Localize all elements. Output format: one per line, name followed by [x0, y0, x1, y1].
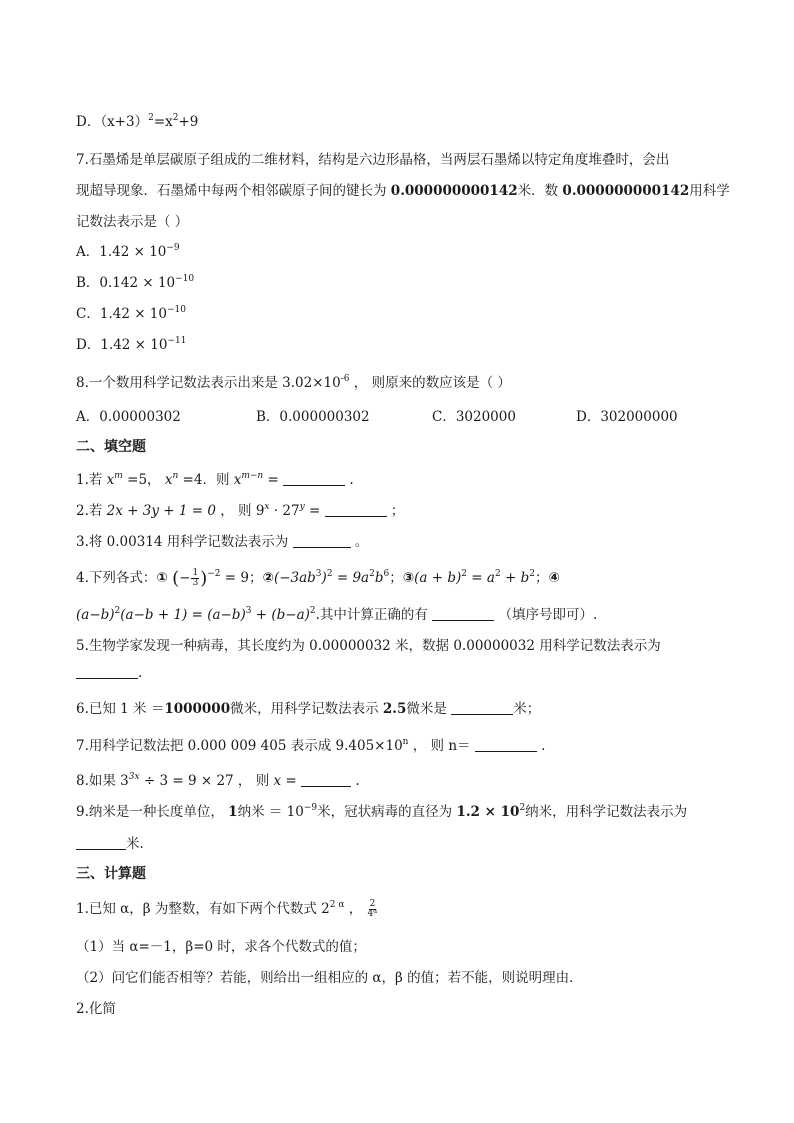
section-title-fill-blank: 二、填空题 [76, 439, 146, 455]
s2-q9-line1: 9.纳米是一种长度单位， 1纳米 ＝ $10^{-9}$米，冠状病毒的直径为 $1.2 \times 10^2$纳米，用科学记数法表示为 [76, 803, 688, 820]
answer-blank[interactable] [301, 786, 351, 787]
answer-blank[interactable] [475, 751, 537, 752]
q8-options [76, 405, 716, 425]
s3-q1-sub1: （1）当 α=－1，β=0 时，求各个代数式的值； [76, 939, 366, 955]
answer-blank[interactable] [325, 516, 387, 517]
q7-option-a[interactable]: A．$1.42 \times 10^{-9}$ [76, 243, 180, 260]
q7-stem-line3: 记数法表示是（ ） [76, 214, 189, 230]
q8-option-d[interactable]: D．302000000 [576, 409, 678, 425]
answer-blank[interactable] [432, 620, 494, 621]
q7-stem-line2: 现超导现象．石墨烯中每两个相邻碳原子间的键长为 0.000000000142米．数 0.000000000142用科学 [76, 183, 730, 199]
answer-blank[interactable] [451, 714, 513, 715]
q8-option-c[interactable]: C．3020000 [432, 409, 516, 425]
q7-stem-line1: 7.石墨烯是单层碳原子组成的二维材料，结构是六边形晶格，当两层石墨烯以特定角度堆叠时，会出 [76, 152, 670, 168]
s2-q5-line2: . [76, 665, 142, 681]
q8-stem: 8.一个数用科学记数法表示出来是 $3.02\times 10^{-6}$ ， 则原来的数应该是（ ） [76, 374, 511, 391]
s3-q1-stem: 1.已知 α，β 为整数，有如下两个代数式 $2^{2 \alpha}$ ， $\frac{2}{4^\alpha}$ [76, 899, 378, 919]
s2-q1: 1.若 $x^m =5$， $x^n =4$．则 $x^{m-n}$ = . [76, 471, 354, 488]
s2-q4-line1: 4.下列各式：① (− $\frac{1}{3}$ )$^{-2}$ = 9；$②(-3ab^3)^2 = 9a^2b^6$；③(a + $b)^2 = a^2 + b^2$；④ [76, 568, 560, 589]
answer-blank[interactable] [76, 849, 126, 850]
s3-q2: 2.化简 [76, 1001, 116, 1017]
s2-q7: 7.用科学记数法把 0.000 009 405 表示成 $9.405\times 10^n$ ， 则 n＝ . [76, 737, 546, 754]
s2-q3: 3.将 0.00314 用科学记数法表示为 。 [76, 534, 369, 550]
s3-q1-sub2: （2）问它们能否相等？若能，则给出一组相应的 α，β 的值；若不能，则说明理由． [76, 970, 583, 986]
q7-option-c[interactable]: C．$1.42 \times 10^{-10}$ [76, 305, 186, 322]
s2-q5-line1: 5.生物学家发现一种病毒，其长度约为 0.00000032 米，数据 0.00000032 用科学记数法表示为 [76, 638, 661, 654]
s2-q6: 6.已知 1 米 ＝1000000微米，用科学记数法表示 2.5微米是 米； [76, 701, 541, 717]
q8-option-b[interactable]: B．0.000000302 [256, 409, 370, 425]
answer-blank[interactable] [283, 485, 345, 486]
s2-q2: 2.若 2x + 3y + 1 = 0 ， 则 $9^x \cdot 27^y$ = ； [76, 502, 405, 519]
s2-q8: 8.如果 $3^{3x} \div 3 = 9 \times 27$ ， 则 x = . [76, 772, 360, 789]
q7-option-d[interactable]: D．$1.42 \times 10^{-11}$ [76, 336, 187, 353]
s2-q4-line2: $(a-b)^2(a-b + 1) = (a-b)^3 + (b-a)^2$.其中计算正确的有 （填序号即可）. [76, 606, 598, 623]
fraction: $\frac{1}{3}$ [192, 568, 199, 588]
option-d-prev: D．$(x+3)^2=x^2+9$ [76, 113, 199, 130]
section-title-calculation: 三、计算题 [76, 866, 146, 882]
answer-blank[interactable] [293, 547, 351, 548]
q8-option-a[interactable]: A．0.00000302 [76, 409, 181, 425]
q7-option-b[interactable]: B．$0.142 \times 10^{-10}$ [76, 274, 195, 291]
fraction: $\frac{2}{4^\alpha}$ [367, 899, 378, 919]
answer-blank[interactable] [76, 678, 138, 679]
s2-q9-line2: 米. [76, 832, 144, 852]
